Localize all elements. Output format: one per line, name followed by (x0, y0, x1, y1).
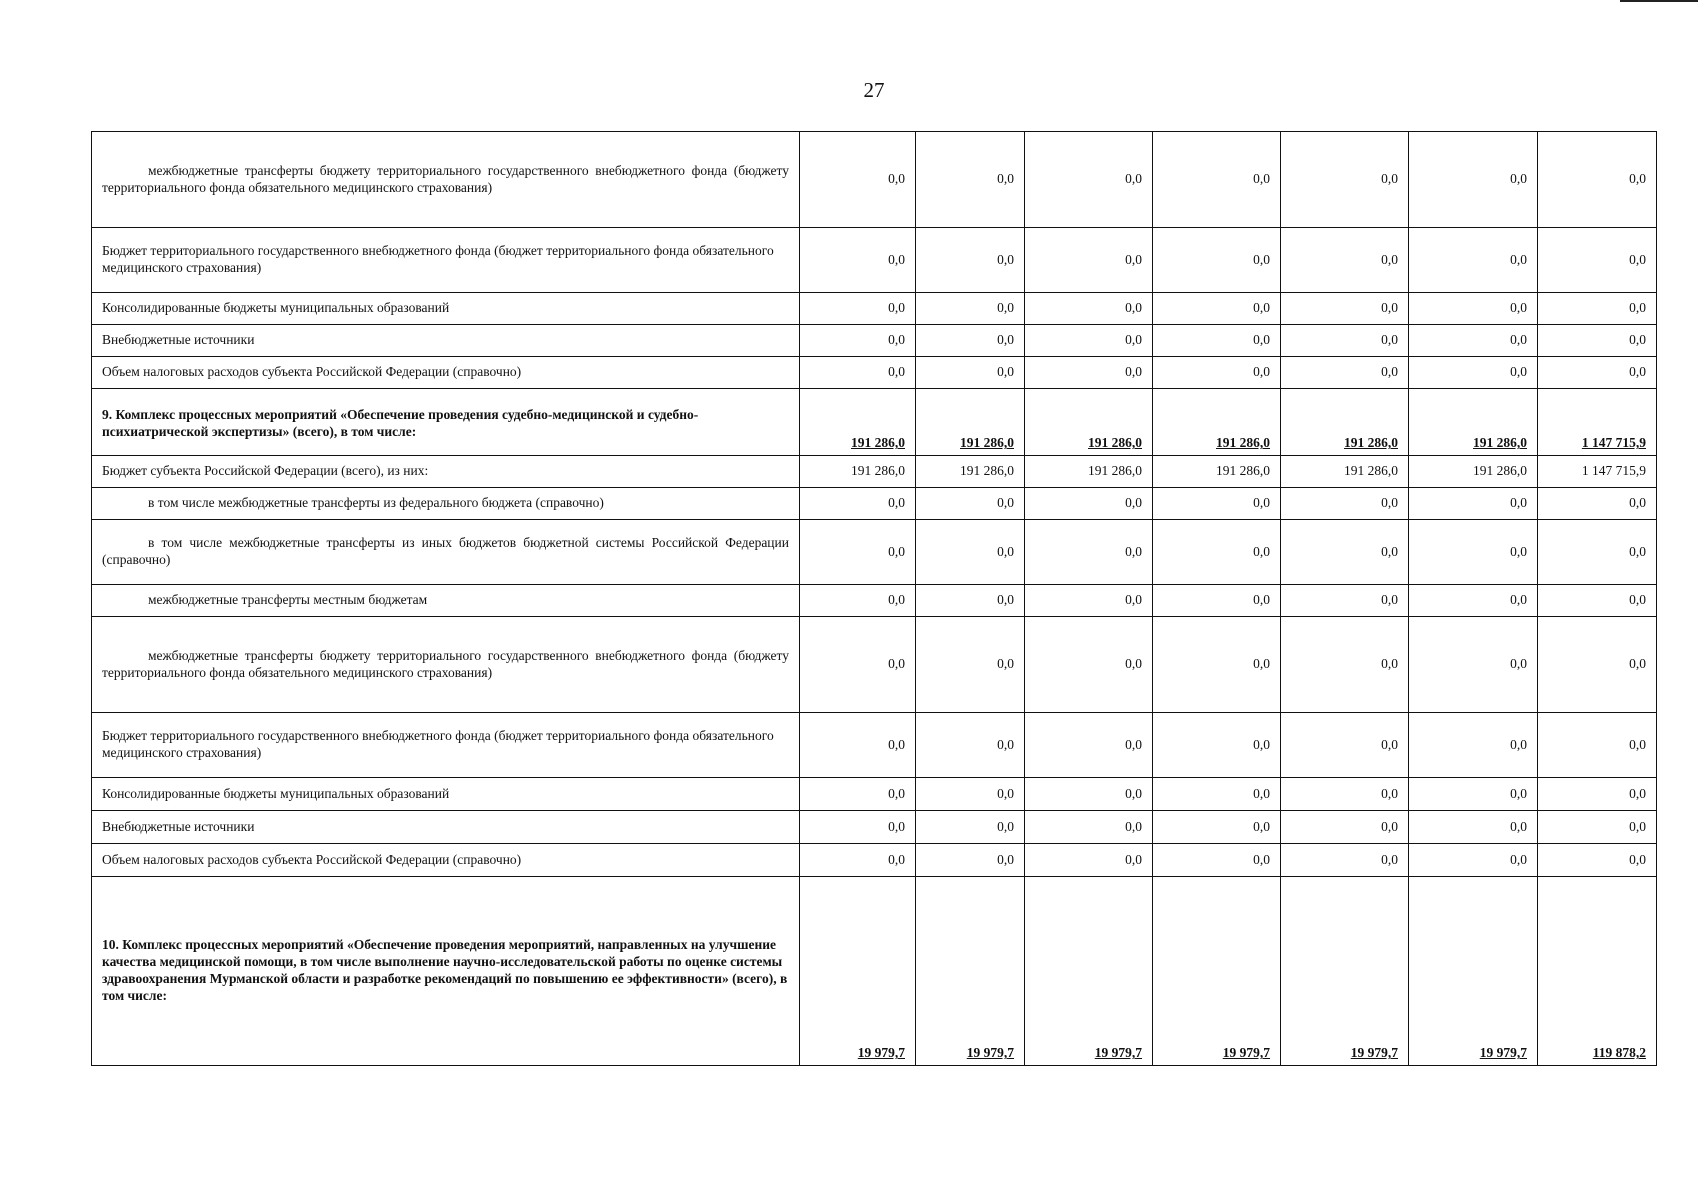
table-row (92, 228, 1657, 293)
value-cell: 0,0 (1281, 228, 1409, 293)
value-cell: 19 979,7 (1409, 877, 1538, 1066)
page-number: 27 (863, 78, 885, 102)
value-cell: 0,0 (1153, 228, 1281, 293)
value-cell: 1 147 715,9 (1538, 389, 1657, 456)
value-cell: 0,0 (1153, 778, 1281, 811)
value-cell: 0,0 (1281, 293, 1409, 325)
row-label: Бюджет территориального государственного внебюджетного фонда (бюджет территориального фонда обязательного медицинского страхования) (92, 713, 800, 778)
row-label: Внебюджетные источники (92, 325, 800, 357)
row-label: Бюджет субъекта Российской Федерации (всего), из них: (92, 456, 800, 488)
value-cell: 0,0 (1409, 228, 1538, 293)
value-cell: 0,0 (1025, 325, 1153, 357)
value-cell: 0,0 (1409, 357, 1538, 389)
value-cell: 0,0 (800, 132, 916, 228)
section-total-row (92, 389, 1657, 456)
value-cell: 0,0 (1538, 520, 1657, 585)
value-cell: 0,0 (916, 325, 1025, 357)
value-cell: 0,0 (1409, 713, 1538, 778)
value-cell: 0,0 (1409, 293, 1538, 325)
table-row (92, 293, 1657, 325)
value-cell: 0,0 (1025, 132, 1153, 228)
value-cell: 0,0 (800, 488, 916, 520)
value-cell: 0,0 (1281, 325, 1409, 357)
row-label: межбюджетные трансферты бюджету территориального государственного внебюджетного фонда (бюджету территориального фонда обязательного медицинского страхования) (92, 132, 800, 228)
value-cell: 0,0 (1409, 585, 1538, 617)
value-cell: 0,0 (1538, 844, 1657, 877)
value-cell: 0,0 (800, 293, 916, 325)
table-row (92, 520, 1657, 585)
row-label: Объем налоговых расходов субъекта Российской Федерации (справочно) (92, 357, 800, 389)
value-cell: 191 286,0 (916, 389, 1025, 456)
value-cell: 0,0 (1538, 617, 1657, 713)
value-cell: 191 286,0 (800, 456, 916, 488)
value-cell: 0,0 (1281, 778, 1409, 811)
value-cell: 0,0 (1153, 713, 1281, 778)
table-row (92, 325, 1657, 357)
row-label: Консолидированные бюджеты муниципальных образований (92, 293, 800, 325)
value-cell: 1 147 715,9 (1538, 456, 1657, 488)
row-label: межбюджетные трансферты местным бюджетам (92, 585, 800, 617)
row-label: Бюджет территориального государственного внебюджетного фонда (бюджет территориального фонда обязательного медицинского страхования) (92, 228, 800, 293)
value-cell: 0,0 (800, 844, 916, 877)
value-cell: 0,0 (916, 617, 1025, 713)
value-cell: 0,0 (1025, 357, 1153, 389)
value-cell: 0,0 (916, 778, 1025, 811)
value-cell: 0,0 (1025, 488, 1153, 520)
value-cell: 0,0 (1281, 520, 1409, 585)
value-cell: 0,0 (1153, 357, 1281, 389)
table-row (92, 357, 1657, 389)
value-cell: 0,0 (1538, 778, 1657, 811)
value-cell: 191 286,0 (916, 456, 1025, 488)
value-cell: 0,0 (916, 713, 1025, 778)
value-cell: 0,0 (1409, 132, 1538, 228)
value-cell: 0,0 (1025, 228, 1153, 293)
value-cell: 0,0 (800, 811, 916, 844)
value-cell: 0,0 (800, 713, 916, 778)
value-cell: 0,0 (916, 293, 1025, 325)
value-cell: 0,0 (1409, 488, 1538, 520)
value-cell: 0,0 (916, 228, 1025, 293)
table-row (92, 585, 1657, 617)
value-cell: 0,0 (800, 357, 916, 389)
value-cell: 0,0 (916, 357, 1025, 389)
value-cell: 0,0 (1538, 293, 1657, 325)
row-label: 9. Комплекс процессных мероприятий «Обеспечение проведения судебно-медицинской и судебно-психиатрической экспертизы» (всего), в том числе: (92, 389, 800, 456)
row-label: межбюджетные трансферты бюджету территориального государственного внебюджетного фонда (бюджету территориального фонда обязательного медицинского страхования) (92, 617, 800, 713)
value-cell: 0,0 (1025, 617, 1153, 713)
value-cell: 191 286,0 (1153, 389, 1281, 456)
table-row (92, 617, 1657, 713)
value-cell: 0,0 (1025, 520, 1153, 585)
value-cell: 0,0 (916, 520, 1025, 585)
value-cell: 0,0 (916, 132, 1025, 228)
table-row (92, 778, 1657, 811)
value-cell: 0,0 (1281, 132, 1409, 228)
value-cell: 0,0 (1409, 325, 1538, 357)
row-label: 10. Комплекс процессных мероприятий «Обеспечение проведения мероприятий, направленных на улучшение качества медицинской помощи, в том числе выполнение научно-исследовательской работы по оценке системы здравоохранения Мурманской области и разработке рекомендаций по повышению ее эффективности» (всего), в том числе: (92, 877, 800, 1066)
value-cell: 19 979,7 (1153, 877, 1281, 1066)
value-cell: 0,0 (1153, 520, 1281, 585)
value-cell: 0,0 (1409, 520, 1538, 585)
value-cell: 191 286,0 (1025, 389, 1153, 456)
value-cell: 0,0 (1153, 293, 1281, 325)
value-cell: 0,0 (800, 325, 916, 357)
value-cell: 19 979,7 (1025, 877, 1153, 1066)
value-cell: 0,0 (916, 844, 1025, 877)
value-cell: 191 286,0 (1025, 456, 1153, 488)
value-cell: 191 286,0 (800, 389, 916, 456)
value-cell: 0,0 (1538, 325, 1657, 357)
value-cell: 0,0 (1538, 488, 1657, 520)
value-cell: 191 286,0 (1153, 456, 1281, 488)
value-cell: 0,0 (1538, 811, 1657, 844)
value-cell: 0,0 (1409, 811, 1538, 844)
value-cell: 191 286,0 (1281, 389, 1409, 456)
value-cell: 191 286,0 (1409, 389, 1538, 456)
value-cell: 0,0 (1025, 778, 1153, 811)
value-cell: 0,0 (800, 585, 916, 617)
value-cell: 0,0 (1281, 617, 1409, 713)
value-cell: 0,0 (1281, 713, 1409, 778)
value-cell: 0,0 (1538, 585, 1657, 617)
corner-rule (1620, 0, 1698, 2)
section-total-row (92, 877, 1657, 1066)
value-cell: 191 286,0 (1409, 456, 1538, 488)
table-row (92, 132, 1657, 228)
value-cell: 191 286,0 (1281, 456, 1409, 488)
value-cell: 19 979,7 (916, 877, 1025, 1066)
value-cell: 0,0 (1281, 357, 1409, 389)
value-cell: 0,0 (800, 617, 916, 713)
value-cell: 0,0 (800, 778, 916, 811)
row-label: в том числе межбюджетные трансферты из федерального бюджета (справочно) (92, 488, 800, 520)
row-label: Внебюджетные источники (92, 811, 800, 844)
value-cell: 0,0 (800, 520, 916, 585)
row-label: Консолидированные бюджеты муниципальных образований (92, 778, 800, 811)
row-label: в том числе межбюджетные трансферты из иных бюджетов бюджетной системы Российской Федерации (справочно) (92, 520, 800, 585)
value-cell: 0,0 (800, 228, 916, 293)
table-row (92, 811, 1657, 844)
value-cell: 0,0 (916, 585, 1025, 617)
value-cell: 0,0 (1025, 293, 1153, 325)
table-row (92, 713, 1657, 778)
value-cell: 0,0 (1409, 778, 1538, 811)
value-cell: 0,0 (1153, 325, 1281, 357)
value-cell: 0,0 (916, 811, 1025, 844)
value-cell: 0,0 (1538, 357, 1657, 389)
value-cell: 0,0 (1538, 713, 1657, 778)
value-cell: 0,0 (1538, 228, 1657, 293)
value-cell: 0,0 (1153, 844, 1281, 877)
value-cell: 119 878,2 (1538, 877, 1657, 1066)
row-label: Объем налоговых расходов субъекта Российской Федерации (справочно) (92, 844, 800, 877)
value-cell: 0,0 (1025, 713, 1153, 778)
value-cell: 0,0 (1153, 617, 1281, 713)
value-cell: 0,0 (1025, 585, 1153, 617)
value-cell: 0,0 (916, 488, 1025, 520)
value-cell: 0,0 (1153, 488, 1281, 520)
value-cell: 0,0 (1025, 811, 1153, 844)
value-cell: 0,0 (1153, 811, 1281, 844)
budget-table (91, 131, 1657, 1066)
value-cell: 0,0 (1281, 811, 1409, 844)
value-cell: 0,0 (1025, 844, 1153, 877)
table-row (92, 456, 1657, 488)
value-cell: 0,0 (1281, 488, 1409, 520)
value-cell: 0,0 (1409, 617, 1538, 713)
value-cell: 0,0 (1409, 844, 1538, 877)
table-row (92, 844, 1657, 877)
value-cell: 0,0 (1153, 585, 1281, 617)
value-cell: 19 979,7 (800, 877, 916, 1066)
value-cell: 0,0 (1281, 844, 1409, 877)
value-cell: 0,0 (1538, 132, 1657, 228)
value-cell: 0,0 (1281, 585, 1409, 617)
table-row (92, 488, 1657, 520)
value-cell: 19 979,7 (1281, 877, 1409, 1066)
value-cell: 0,0 (1153, 132, 1281, 228)
budget-table-body (92, 132, 1657, 1066)
